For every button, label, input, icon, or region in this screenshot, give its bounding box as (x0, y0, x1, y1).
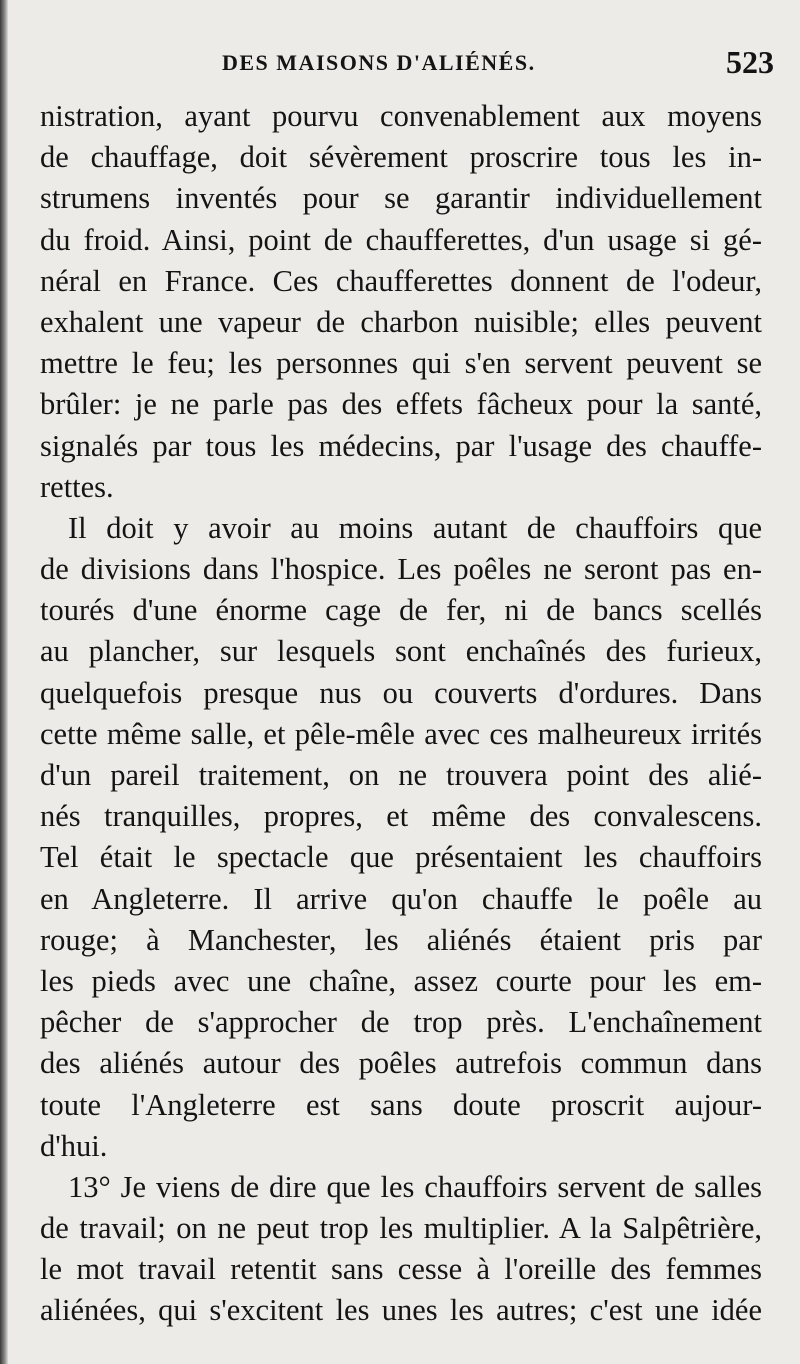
text-line: Il doit y avoir au moins autant de chauffoirs que (68, 510, 762, 545)
paragraph-1 (40, 96, 762, 508)
text-line: nés tranquilles, propres, et même des convalescens. (40, 799, 762, 834)
text-line: quelquefois presque nus ou couverts d'ordures. Dans (40, 675, 762, 710)
paragraph-3 (40, 1167, 762, 1332)
text-line: brûler: je ne parle pas des effets fâcheux pour la santé, (40, 387, 762, 422)
text-line: strumens inventés pour se garantir individuellement (40, 181, 762, 216)
text-line: mettre le feu; les personnes qui s'en servent peuvent se (40, 346, 762, 381)
text-line: d'hui. (40, 1128, 108, 1163)
text-line: signalés par tous les médecins, par l'usage des chauffe- (40, 428, 762, 463)
text-line: cette même salle, et pêle-mêle avec ces malheureux irrités (40, 716, 762, 751)
text-line: de chauffage, doit sévèrement proscrire tous les in- (40, 140, 762, 175)
text-line: néral en France. Ces chaufferettes donnent de l'odeur, (40, 263, 762, 298)
page-gutter-shadow (0, 0, 8, 1364)
text-line: de divisions dans l'hospice. Les poêles ne seront pas en- (40, 552, 762, 587)
text-line: toute l'Angleterre est sans doute proscrit aujour- (40, 1087, 762, 1122)
text-line: le mot travail retentit sans cesse à l'oreille des femmes (40, 1252, 762, 1287)
text-line: 13° Je viens de dire que les chauffoirs servent de salles (68, 1169, 762, 1204)
text-line: tourés d'une énorme cage de fer, ni de bancs scellés (40, 593, 762, 628)
text-line: des aliénés autour des poêles autrefois commun dans (40, 1046, 762, 1081)
text-line: aliénées, qui s'excitent les unes les autres; c'est une idée (40, 1293, 762, 1328)
text-line: exhalent une vapeur de charbon nuisible; elles peuvent (40, 304, 762, 339)
running-head: DES MAISONS D'ALIÉNÉS. (222, 50, 536, 75)
page-header (40, 46, 780, 80)
text-line: Tel était le spectacle que présentaient les chauffoirs (40, 840, 762, 875)
text-line: pêcher de s'approcher de trop près. L'enchaînement (40, 1005, 762, 1040)
page-number: 523 (726, 44, 774, 80)
text-line: les pieds avec une chaîne, assez courte pour les em- (40, 963, 762, 998)
text-line: rettes. (40, 469, 114, 504)
text-line: nistration, ayant pourvu convenablement aux moyens (40, 99, 762, 133)
text-line: rouge; à Manchester, les aliénés étaient pris par (40, 922, 762, 957)
text-line: au plancher, sur lesquels sont enchaînés des furieux, (40, 634, 762, 669)
text-line: en Angleterre. Il arrive qu'on chauffe le poêle au (40, 881, 762, 916)
paragraph-2 (40, 508, 762, 1167)
text-line: de travail; on ne peut trop les multiplier. A la Salpêtrière, (40, 1211, 762, 1246)
text-line: du froid. Ainsi, point de chaufferettes, d'un usage si gé- (40, 222, 762, 257)
text-line: d'un pareil traitement, on ne trouvera point des alié- (40, 758, 762, 792)
body-text (40, 96, 762, 1332)
